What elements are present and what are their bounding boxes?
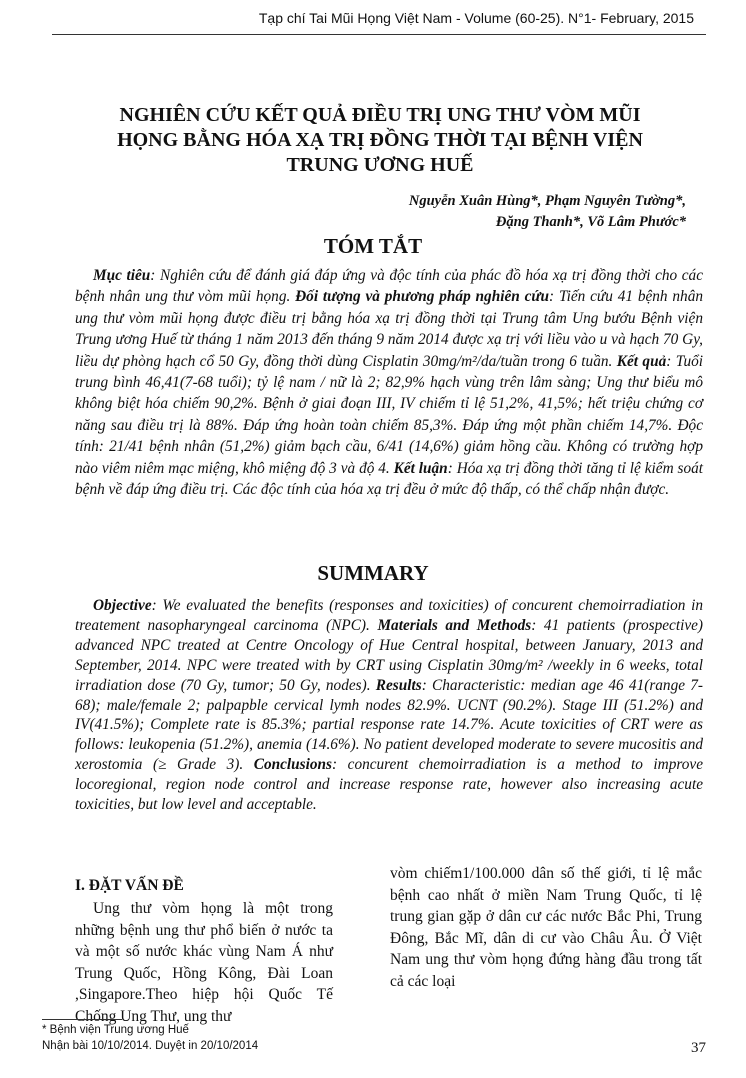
abstract-text [75,265,703,500]
page-number: 37 [691,1040,706,1056]
journal-header: Tạp chí Tai Mũi Họng Việt Nam - Volume (60-25). N°1- February, 2015 [258,10,694,26]
text-segment: : We evaluated the benefits (responses and toxicities) of concurent chemoirradiation in treatement nasopharyngeal carcinoma (NPC). [75,597,703,634]
bold-label: Đối tượng và phương pháp nghiên cứu [295,288,550,306]
bold-label: Kết luận [393,459,448,477]
summary-text [75,596,703,815]
footnote-rule [42,1019,122,1020]
authors-line: Đặng Thanh*, Võ Lâm Phước* [495,214,686,230]
text-segment: : 41 patients (prospective) advanced NPC treated at Centre Oncology of Hue Central hospital, between January, 2013 and September, 2014. NPC were treated with by CRT using Cisplatin 30mg/m² /weekly in 6 weeks, total irradiation dose (70 Gy, tumor; 50 Gy, nodes). [75,616,703,694]
bold-label: Results [375,676,422,694]
footnote [42,1022,258,1054]
left-column-text: Ung thư vòm họng là một trong những bệnh ung thư phổ biến ở nước ta và một số nước khác vùng Nam Á như Trung Quốc, Hồng Kông, Đài Loan ,Singapore.Theo hiệp hội Quốc Tế Chống Ung Thư, ung thư [75,900,333,1025]
abstract-heading: TÓM TẮT [323,234,423,258]
text-segment: : concurent chemoirradiation is a method to improve locoregional, region node control and increase response rate, however also increasing acute toxicities, but low level and acceptable. [75,756,703,814]
title-line: HỌNG BẰNG HÓA XẠ TRỊ ĐỒNG THỜI TẠI BỆNH VIỆN [117,129,643,151]
text-segment: : Tiến cứu 41 bệnh nhân ung thư vòm mũi họng được điều trị bằng hóa xạ trị đồng thời tại Trung tâm Ung bướu Bệnh viện Trung ương Huế từ tháng 1 năm 2013 đến tháng 9 năm 2014 được xạ trị với liều vào u và hạch 70 Gy, liều dự phòng hạch cổ 50 Gy, đồng thời dùng Cisplatin 30mg/m²/da/tuần trong 6 tuần. [75,288,703,370]
text-segment: : Tuổi trung bình 46,41(7-68 tuổi); tỷ lệ nam / nữ là 2; 82,9% hạch vùng trên lâm sàng; Ung thư biểu mô không biệt hóa chiếm 90,2%. Bệnh ở giai đoạn III, IV chiếm tỉ lệ 51,2%, 41,5%; hết triệu chứng cơ năng sau điều trị là 88%. Đáp ứng hoàn toàn chiếm 85,3%. Đáp ứng một phần chiếm 14,7%. Độc tính: 21/41 bệnh nhân (51,2%) giảm bạch cầu, 6/41 (14,6%) giảm hồng cầu. Không có trường hợp nào viêm niêm mạc miệng, khô miệng độ 3 và độ 4. [75,352,703,477]
header-rule [52,34,706,35]
title-line: NGHIÊN CỨU KẾT QUẢ ĐIỀU TRỊ UNG THƯ VÒM MŨI [119,104,641,126]
title-line: TRUNG ƯƠNG HUẾ [286,154,474,176]
bold-label: Conclusions [253,756,332,774]
right-column-text: vòm chiếm1/100.000 dân số thế giới, tỉ lệ mắc bệnh cao nhất ở miền Nam Trung Quốc, tỉ lệ trung gian gặp ở dân cư các nước Bắc Phi, Trung Đông, Bắc Mĩ, dân di cư vào Châu Âu. Ở Việt Nam ung thư vòm họng đứng hàng đầu trong tất cả các loại [390,865,702,990]
footnote-dates: Nhận bài 10/10/2014. Duyệt in 20/10/2014 [42,1040,259,1052]
summary-heading: SUMMARY [317,561,429,585]
text-segment: : Characteristic: median age 46 41(range 7-68); male/female 2; palpapble cervical lymh nodes 82.9%. UCNT (90.2%). Stage III (51.2%) and IV(41.5%); Complete rate is 85.3%; partial response rate 14.7%. Acute toxicities of CRT were as follows: leukopenia (51.2%), anemia (14.6%). No patient developed moderate to severe mucositis and xerostomia (≥ Grade 3). [75,676,703,774]
text-segment: : Nghiên cứu để đánh giá đáp ứng và độc tính của phác đồ hóa xạ trị đồng thời cho các bệnh nhân ung thư vòm mũi họng. [75,267,703,306]
bold-label: Mục tiêu [93,267,151,284]
section-heading: I. ĐẶT VẤN ĐỀ [75,877,184,894]
footnote-affiliation: * Bệnh viện Trung ương Huế [42,1024,189,1036]
authors [409,191,686,233]
bold-label: Objective [93,597,152,614]
bold-label: Materials and Methods [377,616,532,634]
authors-line: Nguyễn Xuân Hùng*, Phạm Nguyên Tường*, [408,193,686,209]
bold-label: Kết quả [616,352,667,370]
text-segment: : Hóa xạ trị đồng thời tăng tỉ lệ kiểm soát bệnh về đáp ứng điều trị. Các độc tính của hóa xạ trị đều ở mức độ thấp, có thể chấp nhận được. [75,459,704,499]
article-title [60,103,700,178]
